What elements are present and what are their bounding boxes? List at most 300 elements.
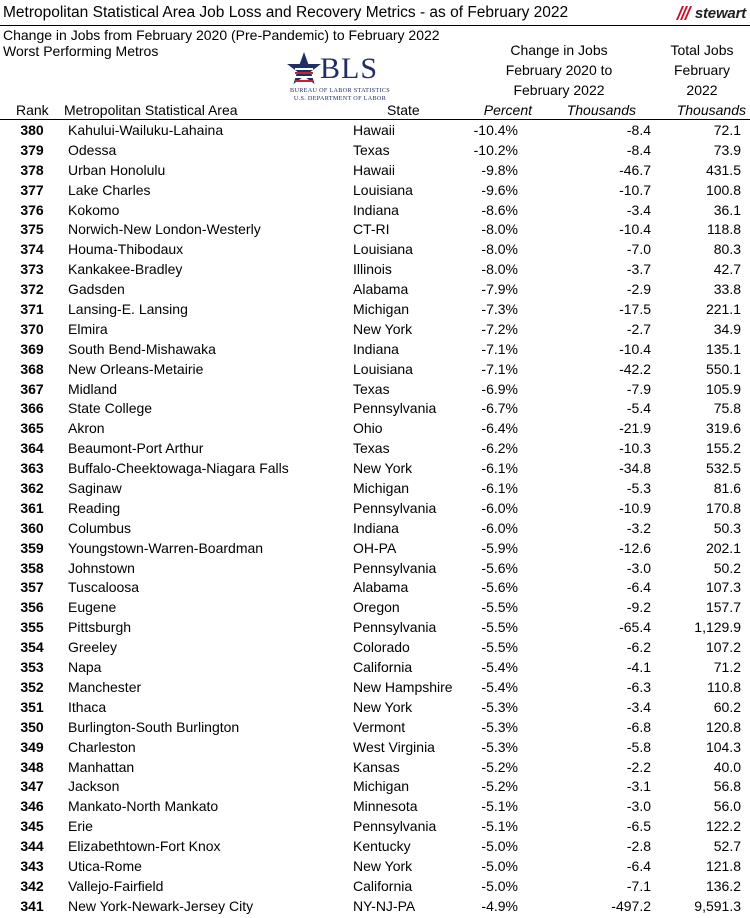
rank-cell: 368 bbox=[20, 360, 44, 377]
msa-cell: Napa bbox=[68, 659, 102, 676]
table-row bbox=[0, 399, 750, 419]
state-cell: California bbox=[353, 877, 413, 894]
percent-cell: -5.1% bbox=[481, 818, 518, 835]
state-cell: Ohio bbox=[353, 420, 383, 437]
rank-cell: 343 bbox=[20, 857, 44, 874]
table-row bbox=[0, 857, 750, 877]
rank-cell: 370 bbox=[20, 320, 44, 337]
change-header-line: February 2022 bbox=[513, 82, 605, 98]
percent-cell: -7.1% bbox=[481, 360, 518, 377]
metro-table-body bbox=[0, 121, 750, 917]
state-cell: Texas bbox=[353, 141, 390, 158]
msa-cell: Manhattan bbox=[68, 758, 135, 775]
stewart-wordmark: stewart bbox=[694, 4, 746, 22]
percent-cell: -9.8% bbox=[481, 161, 518, 178]
total-jobs-cell: 60.2 bbox=[713, 698, 741, 715]
state-cell: Illinois bbox=[353, 261, 392, 278]
table-row bbox=[0, 121, 750, 141]
state-cell: Louisiana bbox=[353, 241, 413, 258]
rank-cell: 346 bbox=[20, 798, 44, 815]
total-header-line: February bbox=[673, 62, 731, 78]
msa-cell: Eugene bbox=[68, 599, 117, 616]
msa-cell: Youngstown-Warren-Boardman bbox=[68, 539, 264, 556]
table-row bbox=[0, 161, 750, 181]
rank-cell: 350 bbox=[20, 718, 44, 735]
msa-cell: Beaumont-Port Arthur bbox=[68, 440, 204, 457]
thousands-cell: -10.3 bbox=[619, 440, 651, 457]
total-header-line: Total Jobs bbox=[670, 42, 734, 58]
thousands-cell: -2.7 bbox=[626, 320, 651, 337]
state-cell: Louisiana bbox=[353, 181, 413, 198]
state-cell: Pennsylvania bbox=[353, 559, 437, 576]
percent-cell: -5.6% bbox=[481, 559, 518, 576]
table-row bbox=[0, 320, 750, 340]
rank-cell: 369 bbox=[20, 340, 44, 357]
state-cell: Louisiana bbox=[353, 360, 413, 377]
msa-cell: Pittsburgh bbox=[68, 619, 132, 636]
table-row bbox=[0, 817, 750, 837]
col-header-total-thousands: Thousands bbox=[676, 102, 746, 118]
state-cell: OH-PA bbox=[353, 539, 397, 556]
table-row bbox=[0, 141, 750, 161]
bls-star-icon bbox=[286, 51, 322, 87]
percent-cell: -6.2% bbox=[481, 440, 518, 457]
rank-cell: 371 bbox=[20, 301, 44, 318]
state-cell: Oregon bbox=[353, 599, 400, 616]
table-row bbox=[0, 519, 750, 539]
percent-cell: -5.0% bbox=[481, 877, 518, 894]
rank-cell: 357 bbox=[20, 579, 44, 596]
rank-cell: 365 bbox=[20, 420, 44, 437]
thousands-cell: -2.2 bbox=[626, 758, 651, 775]
state-cell: West Virginia bbox=[353, 738, 435, 755]
table-row bbox=[0, 300, 750, 320]
table-row bbox=[0, 419, 750, 439]
thousands-cell: -4.1 bbox=[626, 659, 651, 676]
stewart-logo bbox=[674, 3, 746, 23]
msa-cell: Vallejo-Fairfield bbox=[68, 877, 164, 894]
total-jobs-cell: 50.2 bbox=[713, 559, 741, 576]
percent-cell: -4.9% bbox=[481, 897, 518, 914]
thousands-cell: -3.4 bbox=[626, 698, 651, 715]
total-jobs-cell: 110.8 bbox=[707, 678, 741, 695]
state-cell: Kentucky bbox=[353, 838, 411, 855]
rank-cell: 380 bbox=[20, 122, 44, 138]
percent-cell: -5.2% bbox=[481, 778, 518, 795]
col-header-percent: Percent bbox=[483, 102, 532, 118]
table-row bbox=[0, 598, 750, 618]
table-row bbox=[0, 459, 750, 479]
percent-cell: -8.0% bbox=[481, 241, 518, 258]
thousands-cell: -8.4 bbox=[626, 122, 651, 138]
percent-cell: -7.9% bbox=[481, 281, 518, 298]
msa-cell: Buffalo-Cheektowaga-Niagara Falls bbox=[68, 460, 289, 477]
col-header-msa: Metropolitan Statistical Area bbox=[64, 102, 238, 118]
msa-cell: Mankato-North Mankato bbox=[68, 798, 219, 815]
total-jobs-cell: 1,129.9 bbox=[694, 619, 741, 636]
thousands-cell: -6.2 bbox=[626, 639, 651, 656]
state-cell: Pennsylvania bbox=[353, 499, 437, 516]
table-row bbox=[0, 559, 750, 579]
total-jobs-cell: 121.8 bbox=[705, 857, 741, 874]
change-group-header bbox=[486, 40, 632, 100]
percent-cell: -5.0% bbox=[481, 857, 518, 874]
msa-cell: Charleston bbox=[68, 738, 136, 755]
state-cell: Vermont bbox=[353, 718, 406, 735]
percent-cell: -6.9% bbox=[481, 380, 518, 397]
state-cell: Hawaii bbox=[353, 161, 396, 178]
thousands-cell: -10.7 bbox=[619, 181, 651, 198]
rank-cell: 353 bbox=[20, 659, 44, 676]
state-cell: Indiana bbox=[353, 340, 399, 357]
msa-cell: Odessa bbox=[68, 141, 117, 158]
change-header-line: February 2020 to bbox=[505, 62, 613, 78]
percent-cell: -5.5% bbox=[481, 619, 518, 636]
total-jobs-cell: 36.1 bbox=[713, 201, 741, 218]
thousands-cell: -12.6 bbox=[619, 539, 651, 556]
thousands-cell: -3.0 bbox=[626, 559, 651, 576]
subtitle: Change in Jobs from February 2020 (Pre-Pandemic) to February 2022 bbox=[3, 27, 440, 43]
percent-cell: -5.4% bbox=[481, 659, 518, 676]
rank-cell: 375 bbox=[20, 221, 44, 238]
msa-cell: Kokomo bbox=[68, 201, 120, 218]
msa-cell: Tuscaloosa bbox=[68, 579, 140, 596]
total-jobs-cell: 136.2 bbox=[705, 877, 741, 894]
total-header-line: 2022 bbox=[686, 82, 718, 98]
thousands-cell: -5.8 bbox=[626, 738, 651, 755]
total-jobs-cell: 40.0 bbox=[713, 758, 741, 775]
msa-cell: Manchester bbox=[68, 678, 142, 695]
msa-cell: Johnstown bbox=[68, 559, 135, 576]
thousands-cell: -3.7 bbox=[626, 261, 651, 278]
table-row bbox=[0, 738, 750, 758]
total-jobs-cell: 120.8 bbox=[705, 718, 741, 735]
total-jobs-cell: 105.9 bbox=[705, 380, 741, 397]
thousands-cell: -7.1 bbox=[626, 877, 651, 894]
rank-cell: 373 bbox=[20, 261, 44, 278]
table-row bbox=[0, 638, 750, 658]
state-cell: Alabama bbox=[353, 579, 409, 596]
change-header-line: Change in Jobs bbox=[510, 42, 608, 58]
table-row bbox=[0, 797, 750, 817]
msa-cell: Greeley bbox=[68, 639, 118, 656]
state-cell: Indiana bbox=[353, 201, 399, 218]
percent-cell: -5.1% bbox=[481, 798, 518, 815]
table-row bbox=[0, 897, 750, 917]
state-cell: Hawaii bbox=[353, 122, 396, 138]
percent-cell: -8.0% bbox=[481, 221, 518, 238]
thousands-cell: -6.4 bbox=[626, 857, 651, 874]
thousands-cell: -5.3 bbox=[626, 480, 651, 497]
state-cell: New York bbox=[353, 460, 413, 477]
total-jobs-cell: 52.7 bbox=[713, 838, 741, 855]
rank-cell: 356 bbox=[20, 599, 44, 616]
state-cell: Michigan bbox=[353, 778, 410, 795]
rank-cell: 351 bbox=[20, 698, 44, 715]
state-cell: Pennsylvania bbox=[353, 818, 437, 835]
percent-cell: -8.6% bbox=[481, 201, 518, 218]
msa-cell: Houma-Thibodaux bbox=[68, 241, 184, 258]
table-row bbox=[0, 777, 750, 797]
total-jobs-cell: 80.3 bbox=[713, 241, 741, 258]
percent-cell: -5.0% bbox=[481, 838, 518, 855]
table-row bbox=[0, 181, 750, 201]
thousands-cell: -10.9 bbox=[619, 499, 651, 516]
total-jobs-cell: 550.1 bbox=[705, 360, 741, 377]
table-row bbox=[0, 539, 750, 559]
table-row bbox=[0, 360, 750, 380]
msa-cell: Utica-Rome bbox=[68, 857, 142, 874]
msa-cell: Urban Honolulu bbox=[68, 161, 166, 178]
total-jobs-cell: 532.5 bbox=[705, 460, 741, 477]
percent-cell: -5.3% bbox=[481, 698, 518, 715]
rank-cell: 367 bbox=[20, 380, 44, 397]
table-row bbox=[0, 678, 750, 698]
msa-cell: Elmira bbox=[68, 320, 108, 337]
col-header-rank: Rank bbox=[16, 102, 49, 118]
total-jobs-cell: 72.1 bbox=[713, 122, 741, 138]
total-jobs-cell: 42.7 bbox=[713, 261, 741, 278]
thousands-cell: -65.4 bbox=[619, 619, 651, 636]
state-cell: Michigan bbox=[353, 480, 410, 497]
rank-cell: 374 bbox=[20, 241, 44, 258]
rank-cell: 361 bbox=[20, 499, 44, 516]
thousands-cell: -42.2 bbox=[619, 360, 651, 377]
rank-cell: 378 bbox=[20, 161, 44, 178]
header-divider bbox=[0, 119, 750, 120]
table-row bbox=[0, 837, 750, 857]
rank-cell: 360 bbox=[20, 519, 44, 536]
state-cell: Pennsylvania bbox=[353, 619, 437, 636]
state-cell: CT-RI bbox=[353, 221, 390, 238]
thousands-cell: -17.5 bbox=[619, 301, 651, 318]
rank-cell: 345 bbox=[20, 818, 44, 835]
percent-cell: -10.2% bbox=[473, 141, 518, 158]
table-row bbox=[0, 877, 750, 897]
total-jobs-cell: 135.1 bbox=[705, 340, 741, 357]
state-cell: Colorado bbox=[353, 639, 410, 656]
rank-cell: 379 bbox=[20, 141, 44, 158]
total-jobs-cell: 202.1 bbox=[705, 539, 741, 556]
table-row bbox=[0, 578, 750, 598]
thousands-cell: -2.8 bbox=[626, 838, 651, 855]
stewart-slash-icon bbox=[674, 5, 694, 21]
table-row bbox=[0, 499, 750, 519]
msa-cell: Elizabethtown-Fort Knox bbox=[68, 838, 221, 855]
table-row bbox=[0, 220, 750, 240]
total-jobs-cell: 319.6 bbox=[705, 420, 741, 437]
state-cell: New Hampshire bbox=[353, 678, 453, 695]
msa-cell: Ithaca bbox=[68, 698, 107, 715]
msa-cell: Saginaw bbox=[68, 480, 122, 497]
percent-cell: -6.7% bbox=[481, 400, 518, 417]
msa-cell: Gadsden bbox=[68, 281, 125, 298]
percent-cell: -9.6% bbox=[481, 181, 518, 198]
table-row bbox=[0, 718, 750, 738]
msa-cell: Columbus bbox=[68, 519, 132, 536]
thousands-cell: -7.9 bbox=[626, 380, 651, 397]
thousands-cell: -497.2 bbox=[611, 897, 651, 914]
msa-cell: Lansing-E. Lansing bbox=[68, 301, 188, 318]
state-cell: California bbox=[353, 659, 413, 676]
total-jobs-cell: 56.8 bbox=[713, 778, 741, 795]
msa-cell: Kahului-Wailuku-Lahaina bbox=[68, 122, 224, 138]
total-group-header bbox=[656, 40, 748, 100]
total-jobs-cell: 122.2 bbox=[705, 818, 741, 835]
bls-letters: BLS bbox=[320, 52, 379, 85]
thousands-cell: -6.8 bbox=[626, 718, 651, 735]
total-jobs-cell: 34.9 bbox=[713, 320, 741, 337]
total-jobs-cell: 221.1 bbox=[705, 301, 741, 318]
thousands-cell: -7.0 bbox=[626, 241, 651, 258]
total-jobs-cell: 431.5 bbox=[705, 161, 741, 178]
percent-cell: -5.3% bbox=[481, 738, 518, 755]
state-cell: Pennsylvania bbox=[353, 400, 437, 417]
total-jobs-cell: 170.8 bbox=[705, 499, 741, 516]
percent-cell: -7.1% bbox=[481, 340, 518, 357]
thousands-cell: -8.4 bbox=[626, 141, 651, 158]
total-jobs-cell: 9,591.3 bbox=[694, 897, 741, 914]
thousands-cell: -6.4 bbox=[626, 579, 651, 596]
rank-cell: 347 bbox=[20, 778, 44, 795]
state-cell: NY-NJ-PA bbox=[353, 897, 416, 914]
state-cell: Texas bbox=[353, 440, 390, 457]
total-jobs-cell: 56.0 bbox=[713, 798, 741, 815]
rank-cell: 352 bbox=[20, 678, 44, 695]
rank-cell: 359 bbox=[20, 539, 44, 556]
thousands-cell: -34.8 bbox=[619, 460, 651, 477]
total-jobs-cell: 107.2 bbox=[705, 639, 741, 656]
state-cell: Texas bbox=[353, 380, 390, 397]
state-cell: Indiana bbox=[353, 519, 399, 536]
msa-cell: Jackson bbox=[68, 778, 120, 795]
thousands-cell: -3.0 bbox=[626, 798, 651, 815]
table-row bbox=[0, 340, 750, 360]
thousands-cell: -3.4 bbox=[626, 201, 651, 218]
percent-cell: -5.5% bbox=[481, 639, 518, 656]
state-cell: Alabama bbox=[353, 281, 409, 298]
percent-cell: -6.1% bbox=[481, 460, 518, 477]
total-jobs-cell: 107.3 bbox=[705, 579, 741, 596]
rank-cell: 354 bbox=[20, 639, 44, 656]
table-row bbox=[0, 698, 750, 718]
msa-cell: Reading bbox=[68, 499, 121, 516]
total-jobs-cell: 71.2 bbox=[713, 659, 741, 676]
bls-logo bbox=[286, 51, 390, 105]
total-jobs-cell: 100.8 bbox=[705, 181, 741, 198]
percent-cell: -7.3% bbox=[481, 301, 518, 318]
msa-cell: Midland bbox=[68, 380, 118, 397]
percent-cell: -6.4% bbox=[481, 420, 518, 437]
percent-cell: -5.2% bbox=[481, 758, 518, 775]
total-jobs-cell: 157.7 bbox=[705, 599, 741, 616]
rank-cell: 348 bbox=[20, 758, 44, 775]
total-jobs-cell: 50.3 bbox=[713, 519, 741, 536]
msa-cell: New Orleans-Metairie bbox=[68, 360, 204, 377]
thousands-cell: -5.4 bbox=[626, 400, 651, 417]
rank-cell: 349 bbox=[20, 738, 44, 755]
table-row bbox=[0, 618, 750, 638]
table-row bbox=[0, 439, 750, 459]
thousands-cell: -21.9 bbox=[619, 420, 651, 437]
col-header-state: State bbox=[387, 102, 420, 118]
thousands-cell: -10.4 bbox=[619, 221, 651, 238]
rank-cell: 342 bbox=[20, 877, 44, 894]
rank-cell: 376 bbox=[20, 201, 44, 218]
rank-cell: 341 bbox=[20, 897, 44, 914]
thousands-cell: -46.7 bbox=[619, 161, 651, 178]
thousands-cell: -10.4 bbox=[619, 340, 651, 357]
thousands-cell: -2.9 bbox=[626, 281, 651, 298]
rank-cell: 363 bbox=[20, 460, 44, 477]
msa-cell: Norwich-New London-Westerly bbox=[68, 221, 261, 238]
col-header-thousands: Thousands bbox=[566, 102, 636, 118]
rank-cell: 372 bbox=[20, 281, 44, 298]
percent-cell: -6.1% bbox=[481, 480, 518, 497]
thousands-cell: -9.2 bbox=[626, 599, 651, 616]
msa-cell: South Bend-Mishawaka bbox=[68, 340, 216, 357]
total-jobs-cell: 33.8 bbox=[713, 281, 741, 298]
rank-cell: 377 bbox=[20, 181, 44, 198]
thousands-cell: -3.1 bbox=[626, 778, 651, 795]
rank-cell: 362 bbox=[20, 480, 44, 497]
thousands-cell: -6.5 bbox=[626, 818, 651, 835]
table-row bbox=[0, 280, 750, 300]
msa-cell: Akron bbox=[68, 420, 105, 437]
state-cell: New York bbox=[353, 857, 413, 874]
state-cell: Minnesota bbox=[353, 798, 418, 815]
thousands-cell: -3.2 bbox=[626, 519, 651, 536]
bls-bureau-text: BUREAU OF LABOR STATISTICS bbox=[290, 87, 390, 94]
msa-cell: Erie bbox=[68, 818, 93, 835]
percent-cell: -10.4% bbox=[473, 122, 518, 138]
msa-cell: Lake Charles bbox=[68, 181, 151, 198]
report-title: Metropolitan Statistical Area Job Loss and Recovery Metrics - as of February 2022 bbox=[3, 4, 569, 21]
percent-cell: -5.4% bbox=[481, 678, 518, 695]
table-row bbox=[0, 201, 750, 221]
state-cell: Kansas bbox=[353, 758, 400, 775]
rank-cell: 355 bbox=[20, 619, 44, 636]
percent-cell: -8.0% bbox=[481, 261, 518, 278]
table-row bbox=[0, 758, 750, 778]
total-jobs-cell: 81.6 bbox=[713, 480, 741, 497]
total-jobs-cell: 75.8 bbox=[713, 400, 741, 417]
table-row bbox=[0, 260, 750, 280]
percent-cell: -6.0% bbox=[481, 499, 518, 516]
percent-cell: -5.3% bbox=[481, 718, 518, 735]
total-jobs-cell: 104.3 bbox=[705, 738, 741, 755]
total-jobs-cell: 73.9 bbox=[713, 141, 741, 158]
rank-cell: 344 bbox=[20, 838, 44, 855]
percent-cell: -6.0% bbox=[481, 519, 518, 536]
rank-cell: 358 bbox=[20, 559, 44, 576]
rank-cell: 364 bbox=[20, 440, 44, 457]
state-cell: New York bbox=[353, 698, 413, 715]
msa-cell: State College bbox=[68, 400, 153, 417]
msa-cell: Burlington-South Burlington bbox=[68, 718, 240, 735]
percent-cell: -5.6% bbox=[481, 579, 518, 596]
table-row bbox=[0, 380, 750, 400]
table-row bbox=[0, 658, 750, 678]
percent-cell: -7.2% bbox=[481, 320, 518, 337]
state-cell: New York bbox=[353, 320, 413, 337]
bls-dept-text: U.S. DEPARTMENT OF LABOR bbox=[293, 95, 387, 102]
percent-cell: -5.5% bbox=[481, 599, 518, 616]
total-jobs-cell: 155.2 bbox=[705, 440, 741, 457]
title-bar bbox=[0, 0, 750, 26]
percent-cell: -5.9% bbox=[481, 539, 518, 556]
total-jobs-cell: 118.8 bbox=[707, 221, 741, 238]
